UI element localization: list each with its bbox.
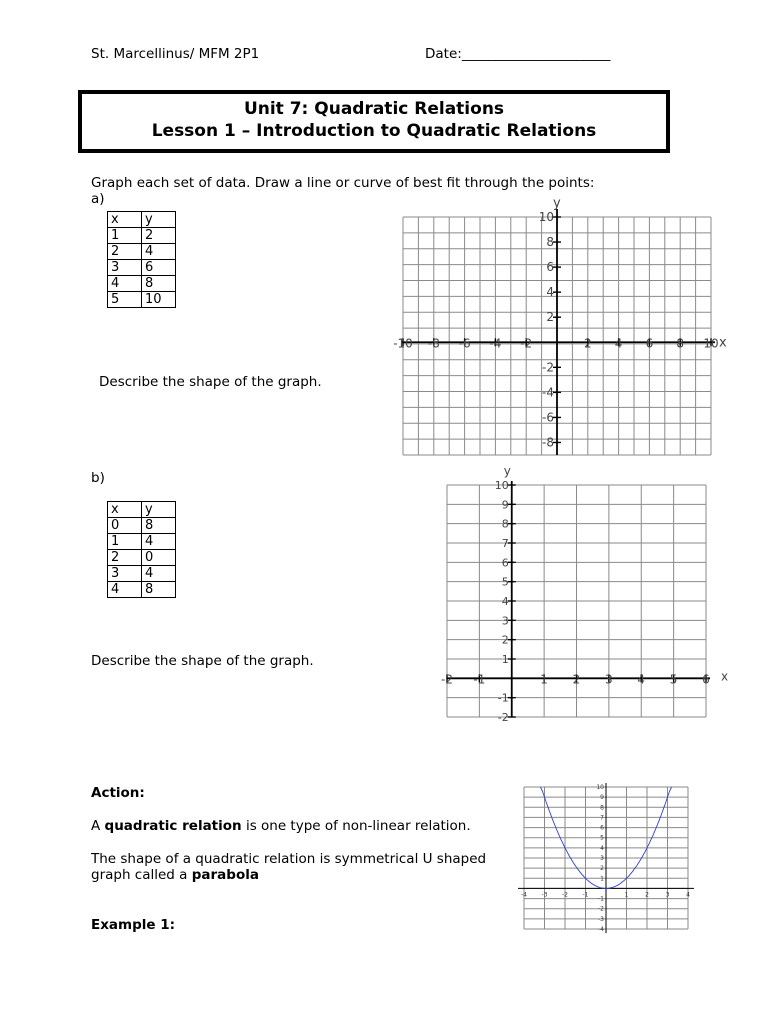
part-a-label: a)	[91, 191, 105, 207]
part-a-question: Describe the shape of the graph.	[99, 374, 322, 390]
table-row	[108, 276, 176, 292]
y-tick-label: 2	[600, 865, 604, 873]
x-tick-label: 1	[624, 891, 629, 899]
y-tick-label: 4	[546, 285, 554, 300]
p1-prefix: A	[91, 818, 105, 834]
course-header: St. Marcellinus/ MFM 2P1	[91, 46, 260, 62]
table-header-y: y	[142, 212, 176, 228]
x-tick-label: -4	[489, 336, 502, 351]
x-tick-label: -1	[473, 672, 486, 687]
x-tick-label: 10	[703, 336, 719, 351]
y-tick-label: 5	[501, 575, 509, 589]
y-tick-label: 2	[546, 310, 554, 325]
y-tick-label: 1	[501, 653, 509, 666]
x-tick-label: 4	[614, 336, 623, 351]
y-tick-label: 9	[501, 498, 509, 512]
y-tick-label: -2	[598, 905, 604, 913]
y-tick-label: 5	[600, 834, 604, 842]
y-tick-label: 4	[501, 595, 509, 608]
x-axis-label: x	[719, 335, 727, 351]
x-tick-label: -4	[521, 891, 527, 899]
table-a	[107, 211, 176, 308]
x-tick-label: 6	[702, 672, 710, 687]
table-cell: 1	[108, 534, 142, 550]
x-tick-label: -3	[541, 891, 548, 899]
x-tick-label: 3	[605, 672, 613, 687]
quadratic-relation-term: quadratic relation	[104, 818, 242, 834]
table-cell: 10	[142, 292, 176, 308]
y-tick-label: 7	[501, 537, 509, 550]
table-cell: 0	[108, 518, 142, 534]
y-tick-label: -4	[598, 926, 604, 933]
x-axis-label: x	[721, 669, 729, 684]
table-cell: 3	[108, 566, 142, 582]
y-tick-label: 3	[501, 614, 509, 628]
x-tick-label: 2	[645, 891, 649, 899]
y-tick-label: 8	[600, 804, 604, 812]
y-tick-label: 8	[546, 235, 554, 250]
lesson-title: Lesson 1 – Introduction to Quadratic Relations	[151, 121, 597, 141]
table-cell: 2	[142, 228, 176, 244]
table-cell: 4	[142, 244, 176, 260]
y-tick-label: 9	[600, 794, 604, 802]
table-cell: 6	[142, 260, 176, 276]
table-row	[108, 244, 176, 260]
table-cell: 8	[142, 582, 176, 598]
y-tick-label: -3	[598, 915, 604, 923]
action-paragraph-2-line2	[91, 867, 259, 883]
unit-title: Unit 7: Quadratic Relations	[243, 99, 505, 119]
x-tick-label: -8	[427, 336, 440, 351]
table-b	[107, 501, 176, 598]
table-row	[108, 566, 176, 582]
x-tick-label: -10	[393, 336, 413, 351]
table-cell: 0	[142, 550, 176, 566]
y-tick-label: 2	[501, 633, 509, 647]
graph-b	[435, 460, 765, 725]
table-row	[108, 534, 176, 550]
x-tick-label: 4	[686, 891, 690, 899]
table-cell: 3	[108, 260, 142, 276]
p2-prefix: graph called a	[91, 867, 192, 883]
table-cell: 8	[142, 276, 176, 292]
x-tick-label: 4	[637, 672, 646, 687]
table-header-x: x	[108, 502, 142, 518]
x-tick-label: 3	[665, 891, 670, 899]
table-cell: 4	[108, 582, 142, 598]
table-cell: 4	[142, 566, 176, 582]
table-cell: 2	[108, 244, 142, 260]
action-paragraph-2-line1: The shape of a quadratic relation is symmetrical U shaped	[91, 851, 487, 867]
x-tick-label: 1	[540, 672, 548, 687]
x-tick-label: 6	[645, 336, 654, 351]
y-axis-label: y	[503, 464, 511, 478]
part-b-label: b)	[91, 470, 105, 486]
table-row	[108, 292, 176, 308]
y-tick-label: 7	[600, 814, 604, 822]
x-tick-label: 5	[669, 672, 678, 687]
table-header-y: y	[142, 502, 176, 518]
table-row	[108, 550, 176, 566]
table-cell: 5	[108, 292, 142, 308]
table-row	[108, 212, 176, 228]
table-row	[108, 228, 176, 244]
x-tick-label: 2	[583, 336, 592, 351]
y-tick-label: -4	[542, 385, 554, 400]
y-axis-label: y	[553, 196, 561, 211]
y-tick-label: -2	[542, 360, 554, 375]
y-tick-label: -2	[497, 711, 509, 724]
p1-suffix: is one type of non-linear relation.	[241, 818, 471, 834]
y-tick-label: 6	[501, 556, 509, 570]
part-b-question: Describe the shape of the graph.	[91, 653, 314, 669]
table-row	[108, 518, 176, 534]
parabola-term: parabola	[191, 867, 259, 883]
table-row	[108, 260, 176, 276]
y-tick-label: 10	[494, 479, 509, 492]
y-tick-label: 8	[501, 517, 509, 531]
instructions: Graph each set of data. Draw a line or curve of best fit through the points:	[91, 175, 595, 191]
y-tick-label: -8	[542, 435, 554, 450]
example-heading: Example 1:	[91, 917, 176, 933]
x-tick-label: -2	[441, 672, 453, 687]
y-tick-label: 4	[600, 844, 604, 852]
x-tick-label: 2	[572, 672, 581, 687]
y-tick-label: -6	[542, 410, 554, 425]
table-cell: 4	[142, 534, 176, 550]
table-cell: 4	[108, 276, 142, 292]
y-tick-label: 6	[546, 260, 554, 275]
x-tick-label: -2	[520, 336, 533, 351]
table-row	[108, 582, 176, 598]
title-box	[78, 90, 670, 153]
y-tick-label: 3	[600, 855, 604, 862]
y-tick-label: 10	[596, 784, 604, 791]
x-tick-label: -6	[458, 336, 471, 351]
y-tick-label: -1	[497, 691, 509, 705]
y-tick-label: 10	[538, 210, 554, 224]
graph-a	[385, 195, 745, 465]
table-cell: 1	[108, 228, 142, 244]
x-tick-label: -2	[562, 891, 568, 899]
x-tick-label: 8	[676, 336, 685, 351]
y-tick-label: 6	[600, 824, 604, 832]
date-field: Date:______________________	[425, 46, 611, 62]
y-tick-label: 1	[600, 875, 604, 883]
table-row	[108, 502, 176, 518]
table-cell: 2	[108, 550, 142, 566]
action-heading: Action:	[91, 785, 145, 801]
parabola-graph	[512, 780, 702, 940]
x-tick-label: -1	[582, 891, 589, 899]
y-tick-label: -1	[598, 895, 604, 903]
table-header-x: x	[108, 212, 142, 228]
action-paragraph-1	[91, 818, 471, 834]
table-cell: 8	[142, 518, 176, 534]
